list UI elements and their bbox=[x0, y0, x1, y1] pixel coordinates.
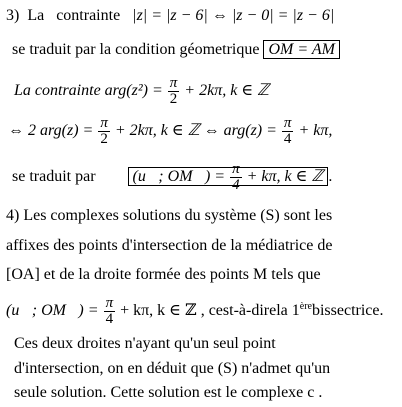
numerator: π bbox=[232, 161, 240, 177]
item-number: 3) bbox=[6, 7, 20, 24]
text: seule solution. Cette solution est le complexe c . bbox=[14, 384, 323, 401]
line-5 bbox=[6, 236, 332, 256]
line-equivalence bbox=[8, 116, 332, 147]
word: La bbox=[27, 7, 45, 24]
denominator: 2 bbox=[100, 131, 108, 147]
line-4 bbox=[6, 206, 332, 226]
denominator: 4 bbox=[232, 177, 240, 193]
text: 4) Les complexes solutions du système (S) sont les bbox=[6, 207, 333, 224]
text: d'intersection, on en déduit que (S) n'admet qu'un bbox=[14, 360, 331, 377]
fraction bbox=[98, 116, 110, 147]
fraction bbox=[104, 296, 116, 327]
line-condition bbox=[12, 40, 340, 60]
word: contrainte bbox=[56, 7, 121, 24]
text: se traduit par la condition géometrique bbox=[12, 41, 260, 58]
text: La contrainte arg(z²) = bbox=[14, 82, 163, 100]
text: + kπ, k ∈ ℤ bbox=[246, 168, 324, 186]
text: + kπ, k ∈ ℤ , cest-à-direla 1 bbox=[120, 302, 300, 320]
line-bissectrice bbox=[6, 296, 384, 327]
text: [OA] et de la droite formée des points M tels que bbox=[6, 266, 321, 283]
superscript: ère bbox=[299, 300, 312, 312]
fraction bbox=[282, 116, 294, 147]
equation: |z| = |z − 6| ⇔ |z − 0| = |z − 6| bbox=[132, 7, 335, 24]
text: se traduit par bbox=[12, 168, 96, 186]
text: (u⃗; OM⃗) = bbox=[132, 168, 226, 186]
text: (u⃗; OM⃗) = bbox=[6, 302, 99, 320]
text: bissectrice. bbox=[311, 302, 384, 320]
numerator: π bbox=[105, 295, 114, 311]
fraction bbox=[230, 162, 242, 193]
fraction bbox=[168, 76, 180, 107]
text: Ces deux droites n'ayant qu'un seul point bbox=[14, 335, 276, 352]
numerator: π bbox=[283, 115, 292, 131]
text: + kπ, bbox=[298, 122, 333, 140]
line-12 bbox=[14, 383, 322, 403]
line-contrainte-arg bbox=[14, 76, 269, 107]
line-contrainte-module bbox=[6, 6, 334, 26]
text: affixes des points d'intersection de la médiatrice de bbox=[6, 237, 333, 254]
text: ⇔ 2 arg(z) = bbox=[8, 122, 94, 140]
line-6 bbox=[6, 265, 321, 285]
line-11 bbox=[14, 359, 330, 379]
line-10 bbox=[14, 334, 276, 354]
numerator: π bbox=[100, 115, 108, 131]
text: + 2kπ, k ∈ ℤ bbox=[184, 82, 270, 100]
boxed-angle bbox=[128, 161, 329, 193]
boxed-condition: OM = AM bbox=[263, 40, 340, 59]
denominator: 2 bbox=[169, 91, 178, 107]
line-angle-condition bbox=[12, 162, 332, 193]
numerator: π bbox=[169, 75, 178, 91]
text: . bbox=[328, 168, 333, 186]
denominator: 4 bbox=[283, 131, 292, 147]
text: + 2kπ, k ∈ ℤ ⇔ arg(z) = bbox=[114, 122, 277, 140]
denominator: 4 bbox=[105, 311, 114, 327]
